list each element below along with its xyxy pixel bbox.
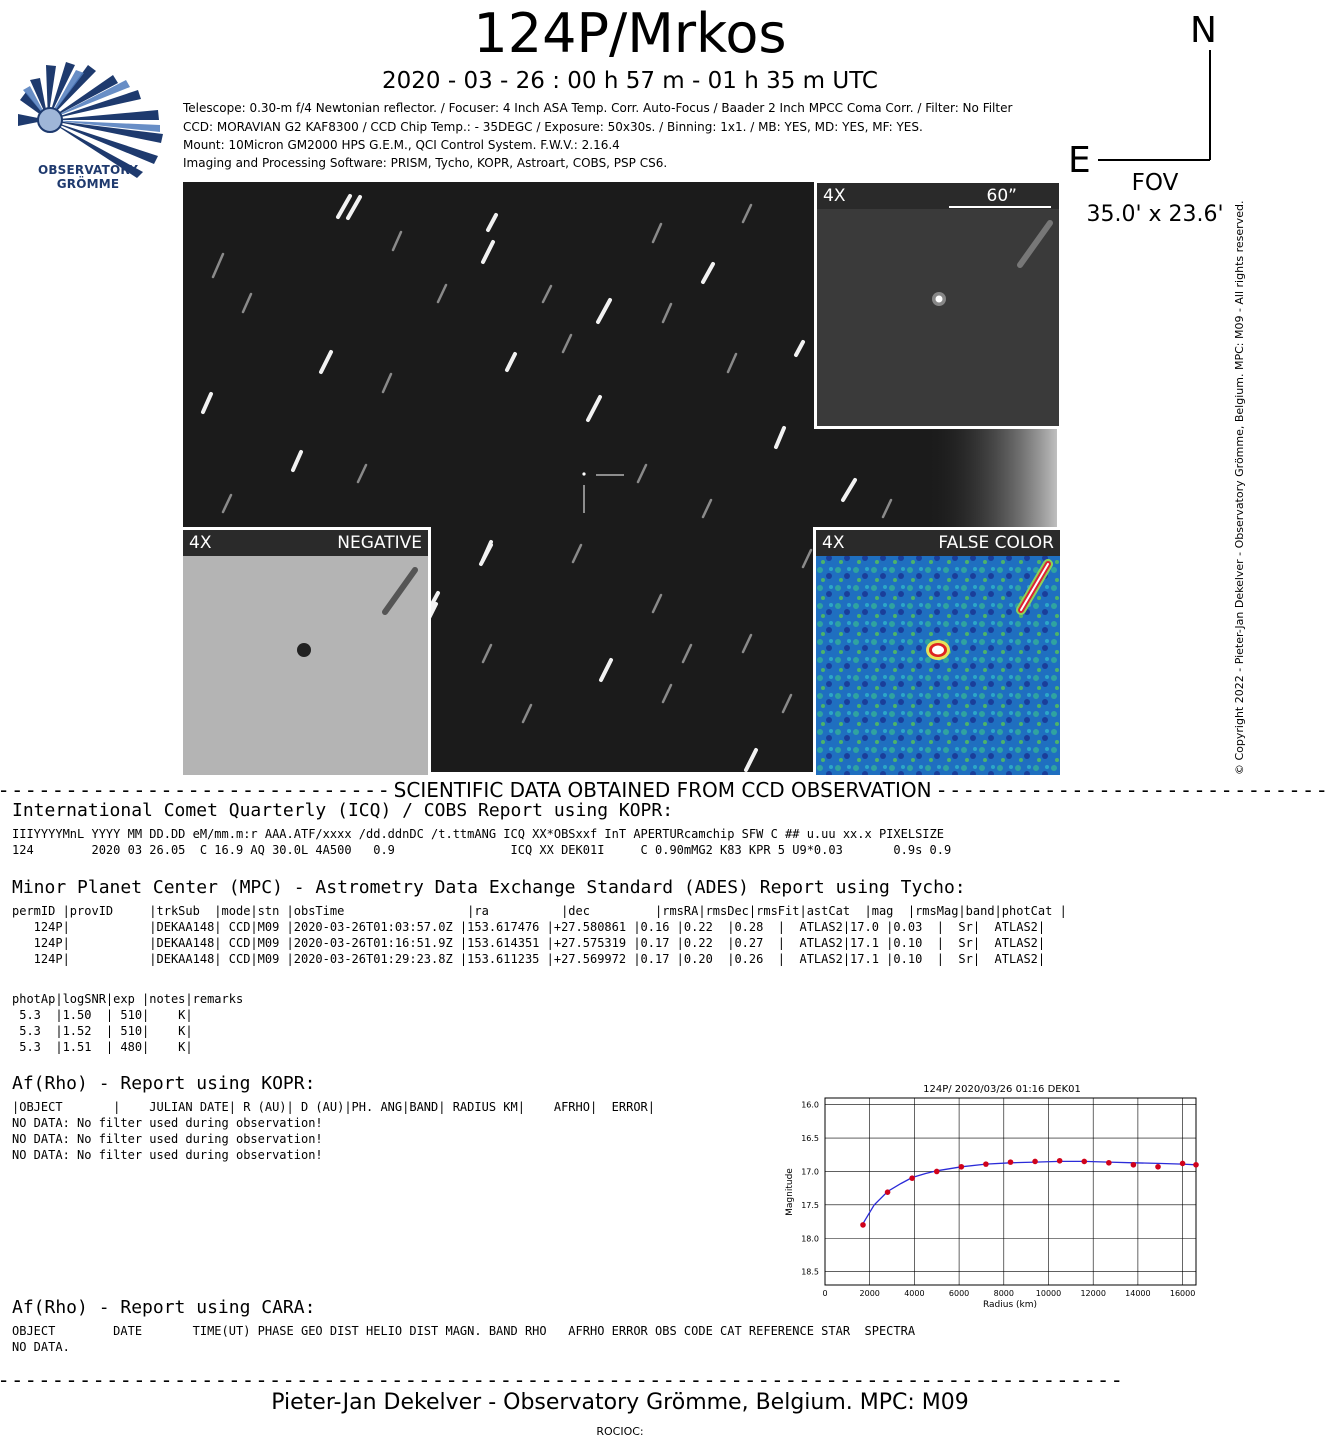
mpc-photometry: photAp|logSNR|exp |notes|remarks 5.3 |1.50 | 510| K| 5.3 |1.52 | 510| K| 5.3 |1.51 | 480| K| <box>12 992 244 1054</box>
afrho-cara-report: OBJECT DATE TIME(UT) PHASE GEO DIST HELIO DIST MAGN. BAND RHO AFRHO ERROR OBS CODE CAT REFERENCE STAR SPECTRA NO DATA. <box>12 1324 916 1354</box>
icq-heading: International Comet Quarterly (ICQ) / COBS Report using KOPR: <box>12 800 674 821</box>
copyright-note: © Copyright 2022 - Pieter-Jan Dekelver - Observatory Grömme, Belgium. MPC: M09 - All rights reserved. <box>1233 200 1246 775</box>
inset-falsecolor-label: FALSE COLOR <box>938 533 1054 553</box>
chart-xtick-label: 6000 <box>948 1289 970 1298</box>
info-software: Imaging and Processing Software: PRISM, Tycho, KOPR, Astroart, COBS, PSP CS6. <box>183 156 668 170</box>
chart-data-point <box>1131 1162 1137 1168</box>
mpc-heading: Minor Planet Center (MPC) - Astrometry Data Exchange Standard (ADES) Report using Tycho: <box>12 877 966 898</box>
inset-false-color <box>813 527 1063 778</box>
inset-zoom-image <box>817 183 1059 426</box>
afrho-kopr-report: |OBJECT | JULIAN DATE| R (AU)| D (AU)|PH. ANG|BAND| RADIUS KM| AFRHO| ERROR| NO DATA: No filter used during observation! NO DATA: No filter used during observation! NO DATA: No filter used during observation! <box>12 1100 655 1162</box>
inset-negative-zoom: 4X <box>189 533 212 553</box>
chart-xtick-label: 0 <box>822 1289 828 1298</box>
fov-value: 35.0' x 23.6' <box>1086 202 1224 227</box>
logo-text: OBSERVATORY GRÖMME <box>37 163 139 191</box>
chart-data-point <box>909 1175 915 1181</box>
chart-xtick-label: 8000 <box>993 1289 1014 1298</box>
page-title: 124P/Mrkos <box>473 2 787 65</box>
section-separator: - - - - - - - - - - - - - - - - - - - - - - - - - - - - - SCIENTIFIC DATA OBTAINED FROM CCD OBSERVATION - - - - - - - - - - - - - - - - - - - - - - - - - - - - - <box>0 778 1325 802</box>
info-telescope: Telescope: 0.30-m f/4 Newtonian reflector. / Focuser: 4 Inch ASA Temp. Corr. Auto-Focus / Baader 2 Inch MPCC Coma Corr. / Filter: No Filter <box>183 101 1013 115</box>
mpc-report: permID |provID |trkSub |mode|stn |obsTime |ra |dec |rmsRA|rmsDec|rmsFit|astCat |mag |rmsMag|band|photCat | 124P| |DEKAA148| CCD|M09 |2020-03-26T01:03:57.0Z |153.617476 |+27.580861 |0.16 |0.22 |0.28 | ATLAS2|17.0 |0.03 | Sr| ATLAS2| 124P| |DEKAA148| CCD|M09 |2020-03-26T01:16:51.9Z |153.614351 |+27.575319 |0.17 |0.22 |0.27 | ATLAS2|17.1 |0.10 | Sr| ATLAS2| 124P| |DEKAA148| CCD|M09 |2020-03-26T01:29:23.8Z |153.611235 |+27.569972 |0.17 |0.20 |0.26 | ATLAS2|17.1 |0.10 | Sr| ATLAS2| <box>12 904 1067 966</box>
chart-data-point <box>1008 1159 1014 1165</box>
chart-title: 124P/ 2020/03/26 01:16 DEK01 <box>923 1084 1081 1095</box>
chart-xlabel: Radius (km) <box>982 1300 1038 1310</box>
afrho-cara-heading: Af(Rho) - Report using CARA: <box>12 1297 316 1318</box>
compass-east: E <box>1068 140 1091 181</box>
afrho-magnitude-chart <box>780 1080 1210 1320</box>
chart-data-point <box>934 1169 940 1175</box>
chart-xtick-label: 12000 <box>1080 1289 1106 1298</box>
observation-time: 2020 - 03 - 26 : 00 h 57 m - 01 h 35 m UTC <box>381 68 878 94</box>
chart-data-point <box>860 1222 866 1228</box>
info-mount: Mount: 10Micron GM2000 HPS G.E.M., QCI Control System. F.W.V.: 2.16.4 <box>183 138 620 152</box>
chart-data-point <box>885 1189 891 1195</box>
chart-data-point <box>1032 1159 1038 1165</box>
chart-xtick-label: 10000 <box>1035 1289 1062 1298</box>
chart-data-point <box>1180 1161 1186 1167</box>
chart-data-point <box>1081 1159 1087 1165</box>
afrho-kopr-heading: Af(Rho) - Report using KOPR: <box>12 1073 316 1094</box>
chart-data-point <box>1106 1160 1112 1166</box>
compass-north: N <box>1190 10 1217 51</box>
chart-ytick-label: 16.5 <box>801 1134 819 1144</box>
chart-data-point <box>1193 1162 1199 1168</box>
inset-scale-label: 60” <box>986 186 1017 206</box>
chart-data-point <box>1057 1158 1063 1164</box>
chart-ytick-label: 17.0 <box>801 1167 819 1177</box>
chart-xtick-label: 14000 <box>1125 1289 1151 1298</box>
chart-ytick-label: 18.0 <box>801 1234 819 1244</box>
icq-report: IIIYYYYMnL YYYY MM DD.DD eM/mm.m:r AAA.ATF/xxxx /dd.ddnDC /t.ttmANG ICQ XX*OBSxxf InT APERTURcamchip SFW C ## u.uu xx.x PIXELSIZE 124 2020 03 26.05 C 16.9 AQ 30.0L 4A500 0.9 ICQ XX DEK01I C 0.90mMG2 K83 KPR 5 U9*0.03 0.9s 0.9 <box>12 827 952 857</box>
footer-separator: - - - - - - - - - - - - - - - - - - - - - - - - - - - - - - - - - - - - - - - - - - - - - - - - - - - - - - - - - - - - - - - - - - - - - - - - - - - - - - - - - - - <box>0 1368 1121 1392</box>
chart-xtick-label: 2000 <box>859 1289 880 1298</box>
observatory-logo-icon <box>6 20 171 180</box>
inset-false-color-image <box>816 530 1060 775</box>
inset-negative-image <box>183 530 428 775</box>
chart-xtick-label: 4000 <box>904 1289 925 1298</box>
chart-data-point <box>983 1161 989 1167</box>
info-ccd: CCD: MORAVIAN G2 KAF8300 / CCD Chip Temp.: - 35DEGC / Exposure: 50x30s. / Binning: 1x1. / MB: YES, MD: YES, MF: YES. <box>183 120 923 134</box>
observer-credit: Pieter-Jan Dekelver - Observatory Grömme, Belgium. MPC: M09 <box>271 1390 969 1415</box>
chart-data-point <box>1155 1164 1161 1170</box>
rocioc-label: ROCIOC: <box>596 1425 644 1438</box>
inset-falsecolor-zoom: 4X <box>822 533 845 553</box>
fov-label: FOV <box>1131 170 1179 196</box>
chart-ytick-label: 16.0 <box>801 1100 819 1110</box>
inset-negative <box>180 527 431 778</box>
inset-negative-label: NEGATIVE <box>337 533 422 553</box>
chart-plot-area <box>825 1098 1196 1285</box>
inset-zoom-label: 4X <box>823 186 846 206</box>
inset-zoom <box>814 180 1062 429</box>
chart-ytick-label: 17.5 <box>801 1200 819 1210</box>
chart-ytick-label: 18.5 <box>801 1267 819 1277</box>
chart-ylabel: Magnitude <box>785 1168 795 1216</box>
chart-xtick-label: 16000 <box>1169 1289 1196 1298</box>
chart-data-point <box>959 1164 965 1170</box>
